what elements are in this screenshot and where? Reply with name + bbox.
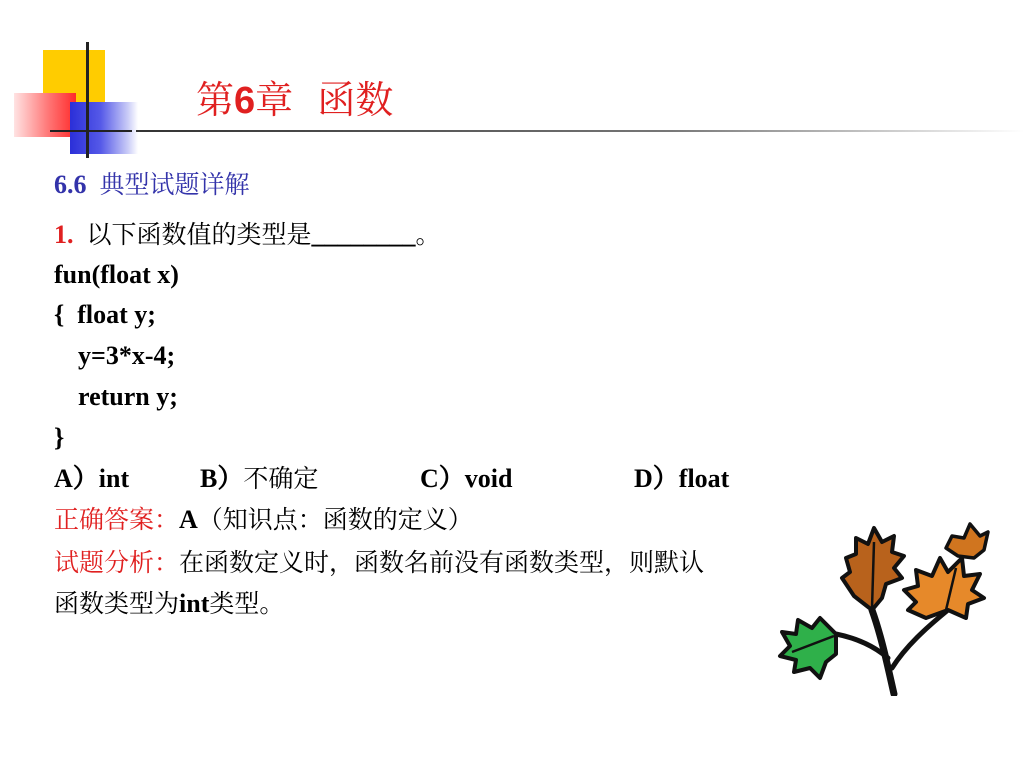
analysis-text-2b: int — [179, 589, 210, 618]
short-horizontal-rule — [50, 130, 132, 132]
answer-line — [54, 503, 473, 537]
answer-value: A — [179, 505, 198, 534]
answer-note: （知识点：函数的定义） — [197, 505, 473, 534]
blue-square-decoration — [70, 102, 138, 154]
option-d-letter: D） — [634, 464, 679, 493]
option-c-text: void — [464, 464, 513, 493]
option-a-text: int — [98, 464, 130, 493]
option-c-letter: C） — [420, 464, 465, 493]
option-b-letter: B） — [200, 464, 244, 493]
analysis-text-2c: 类型。 — [209, 589, 285, 618]
code-line-2: { float y; — [54, 300, 156, 329]
title-rest: 章 函数 — [255, 78, 394, 122]
analysis-text-2a: 函数类型为 — [54, 589, 180, 618]
option-b — [200, 462, 318, 496]
section-label: 典型试题详解 — [99, 170, 250, 199]
code-line-3: y=3*x-4; — [78, 341, 176, 370]
analysis-text-1: 在函数定义时，函数名前没有函数类型，则默认 — [179, 548, 705, 577]
vertical-rule — [86, 42, 89, 158]
option-c — [420, 462, 512, 496]
option-d — [634, 462, 729, 496]
analysis-line-2 — [54, 587, 284, 621]
code-line-1: fun(float x) — [54, 260, 179, 289]
analysis-line-1 — [54, 546, 704, 580]
question-blank: ________ — [311, 220, 416, 249]
option-a — [54, 462, 129, 496]
section-heading — [54, 168, 250, 202]
section-number: 6.6 — [54, 170, 87, 199]
autumn-leaves-icon — [776, 518, 990, 696]
analysis-label: 试题分析： — [54, 548, 180, 577]
option-a-letter: A） — [54, 464, 99, 493]
question-text: 以下函数值的类型是 — [86, 220, 312, 249]
option-b-text: 不确定 — [243, 464, 319, 493]
code-line-5: } — [54, 423, 65, 452]
title-prefix: 第 — [196, 78, 235, 122]
page-title — [196, 76, 393, 125]
code-line-4: return y; — [78, 382, 178, 411]
title-number: 6 — [234, 80, 256, 122]
answer-label: 正确答案： — [54, 505, 180, 534]
question-end: 。 — [415, 220, 441, 249]
title-underline — [136, 130, 1024, 132]
question-number: 1. — [54, 220, 74, 249]
question-line — [54, 218, 441, 252]
option-d-text: float — [678, 464, 730, 493]
